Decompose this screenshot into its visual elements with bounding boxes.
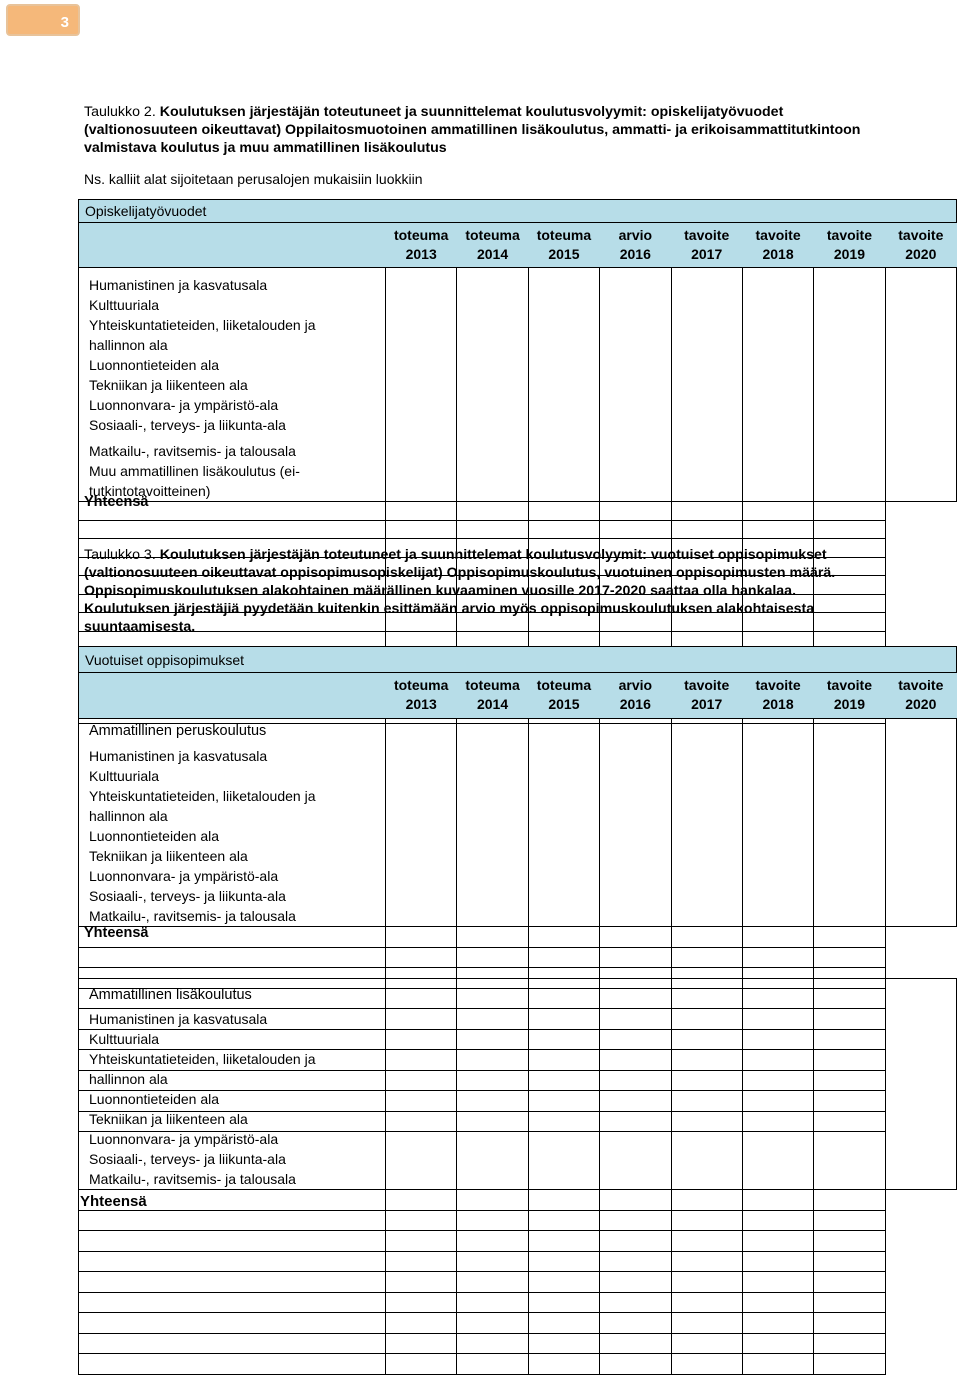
column-year-label: 2013 [405, 696, 437, 712]
table3-section1-heading: Ammatillinen peruskoulutus [89, 723, 267, 739]
table-cell[interactable] [528, 1231, 599, 1252]
table-cell[interactable] [600, 719, 671, 927]
column-header-0 [386, 673, 457, 719]
table-cell[interactable] [742, 1313, 813, 1334]
table-cell[interactable] [528, 1190, 599, 1211]
column-year-label: 2016 [619, 246, 651, 262]
table-cell[interactable] [671, 1231, 742, 1252]
column-type-label: tavoite [684, 677, 730, 693]
table-cell[interactable] [600, 1210, 671, 1231]
column-year-label: 2017 [691, 246, 723, 262]
table-cell[interactable] [671, 502, 742, 521]
category-label: Luonnonvara- ja ympäristö-ala [89, 1131, 279, 1147]
table-cell[interactable] [814, 1333, 885, 1354]
table-cell[interactable] [457, 947, 528, 968]
column-header-1 [457, 673, 528, 719]
table-cell[interactable] [457, 1210, 528, 1231]
table-cell[interactable] [386, 520, 457, 539]
column-header-5 [742, 223, 813, 268]
table-cell[interactable] [528, 1313, 599, 1334]
table-cell[interactable] [814, 520, 885, 539]
table-cell[interactable] [386, 1251, 457, 1272]
column-type-label: toteuma [393, 677, 449, 693]
column-header-2 [528, 223, 599, 268]
table-cell[interactable] [528, 979, 599, 1190]
table-row [79, 268, 957, 502]
table2-header-row [79, 223, 957, 268]
category-label: Yhteiskuntatieteiden, liiketalouden ja hallinnon ala [89, 1051, 316, 1087]
table-cell[interactable] [528, 1354, 599, 1375]
table-cell[interactable] [79, 1354, 386, 1375]
table-cell[interactable] [600, 1251, 671, 1272]
table-cell[interactable] [457, 1231, 528, 1252]
table-cell[interactable] [600, 502, 671, 521]
table-cell[interactable] [814, 268, 885, 502]
table-cell[interactable] [386, 1313, 457, 1334]
column-header-7 [885, 673, 956, 719]
column-header-4 [671, 673, 742, 719]
column-type-label: tavoite [684, 227, 730, 243]
table-cell[interactable] [671, 1190, 742, 1211]
table-cell[interactable] [671, 268, 742, 502]
table-cell[interactable] [528, 268, 599, 502]
column-header-0 [386, 223, 457, 268]
table3-section2-categories [79, 979, 386, 1190]
table-cell[interactable] [79, 1231, 386, 1252]
column-header-2 [528, 673, 599, 719]
table-cell[interactable] [742, 1354, 813, 1375]
table-cell[interactable] [742, 1292, 813, 1313]
table-cell[interactable] [79, 520, 386, 539]
table-cell[interactable] [742, 1251, 813, 1272]
column-type-label: toteuma [536, 677, 592, 693]
table-cell[interactable] [79, 1272, 386, 1293]
table2-categories [79, 268, 386, 502]
column-year-label: 2020 [905, 696, 937, 712]
table-cell[interactable] [671, 1251, 742, 1272]
table3-section2 [78, 978, 957, 1375]
column-year-label: 2015 [548, 246, 580, 262]
category-label: Luonnontieteiden ala [89, 1091, 220, 1107]
table-cell[interactable] [671, 719, 742, 927]
table3-section2-total-label: Yhteensä [80, 1193, 147, 1210]
column-header-6 [814, 673, 885, 719]
table-row [79, 1231, 957, 1252]
table-cell[interactable] [386, 1333, 457, 1354]
table-cell[interactable] [814, 719, 885, 927]
table-cell[interactable] [742, 1272, 813, 1293]
table-cell[interactable] [386, 268, 457, 502]
table-cell[interactable] [528, 1210, 599, 1231]
table-cell[interactable] [814, 1354, 885, 1375]
table-cell[interactable] [671, 1292, 742, 1313]
category-label: Sosiaali-, terveys- ja liikunta-ala [89, 1151, 286, 1167]
table-cell[interactable] [386, 1231, 457, 1252]
table-cell[interactable] [742, 1210, 813, 1231]
table-cell[interactable] [600, 979, 671, 1190]
column-header-3 [600, 673, 671, 719]
table-cell[interactable] [386, 927, 457, 948]
table-cell[interactable] [79, 1333, 386, 1354]
column-type-label: toteuma [393, 227, 449, 243]
table-cell[interactable] [528, 1292, 599, 1313]
table3-caption-line: suuntaamisesta. [84, 619, 196, 635]
table-cell[interactable] [386, 1354, 457, 1375]
category-label: Tekniikan ja liikenteen ala [89, 848, 248, 864]
table-cell[interactable] [600, 520, 671, 539]
table2-note: Ns. kalliit alat sijoitetaan perusalojen mukaisiin luokkiin [84, 171, 423, 187]
table3-section1-categories [79, 719, 386, 927]
column-type-label: toteuma [465, 677, 520, 693]
column-type-label: toteuma [465, 227, 520, 243]
column-type-label: tavoite [898, 227, 944, 243]
table-row [79, 719, 957, 927]
column-type-label: arvio [618, 227, 653, 243]
column-type-label: tavoite [755, 677, 801, 693]
table-cell[interactable] [528, 1272, 599, 1293]
table-cell[interactable] [600, 1231, 671, 1252]
table-row [79, 947, 957, 968]
column-year-label: 2015 [548, 696, 580, 712]
table-cell[interactable] [671, 1354, 742, 1375]
table-cell[interactable] [457, 502, 528, 521]
table-cell[interactable] [742, 520, 813, 539]
table2-caption [84, 103, 944, 157]
table3-caption-line: Koulutuksen järjestäjiä pyydetään kuitenkin esittämään arvio myös oppisopimuskoulutuksen alakohtaisesta [84, 601, 815, 617]
table-cell[interactable] [386, 947, 457, 968]
column-header-6 [814, 223, 885, 268]
category-label: Muu ammatillinen lisäkoulutus (ei-tutkintotavoitteinen) [89, 463, 300, 499]
table-cell[interactable] [457, 520, 528, 539]
table-cell[interactable] [742, 502, 813, 521]
table-row [79, 927, 957, 948]
table-row [79, 1292, 957, 1313]
table-cell[interactable] [528, 502, 599, 521]
table-cell[interactable] [671, 520, 742, 539]
table-cell[interactable] [885, 979, 956, 1190]
category-label: Sosiaali-, terveys- ja liikunta-ala [89, 417, 286, 433]
page-number-badge: 3 [6, 4, 80, 36]
table3-section2-heading: Ammatillinen lisäkoulutus [89, 987, 252, 1003]
table2-title: Opiskelijatyövuodet [79, 200, 957, 223]
column-year-label: 2016 [619, 696, 651, 712]
table2-total-label: Yhteensä [84, 494, 149, 510]
table2-caption-line: valmistava koulutus ja muu ammatillinen lisäkoulutus [84, 140, 447, 156]
table-cell[interactable] [528, 1333, 599, 1354]
table-row [79, 1190, 957, 1211]
category-label: Yhteiskuntatieteiden, liiketalouden ja hallinnon ala [89, 317, 316, 353]
category-label: Kulttuuriala [89, 297, 160, 313]
table-cell[interactable] [814, 979, 885, 1190]
table-cell[interactable] [814, 947, 885, 968]
table-row [79, 979, 957, 1190]
table2-caption-line: (valtionosuuteen oikeuttavat) Oppilaitosmuotoinen ammatillinen lisäkoulutus, ammatti- ja erikoisammattitutkintoon [84, 122, 861, 138]
column-type-label: toteuma [536, 227, 592, 243]
table-cell[interactable] [386, 1190, 457, 1211]
table-cell[interactable] [742, 1231, 813, 1252]
category-label: Kulttuuriala [89, 768, 160, 784]
table-cell[interactable] [814, 1190, 885, 1211]
table-cell[interactable] [528, 927, 599, 948]
table-row [79, 1272, 957, 1293]
column-type-label: tavoite [755, 227, 801, 243]
table2-caption-line: Koulutuksen järjestäjän toteutuneet ja suunnittelemat koulutusvolyymit: opiskelijatyövuodet [159, 104, 784, 120]
table-cell[interactable] [528, 947, 599, 968]
column-header-5 [742, 673, 813, 719]
column-year-label: 2014 [476, 696, 509, 712]
table3-caption [84, 546, 944, 636]
category-label: Luonnontieteiden ala [89, 357, 220, 373]
table-cell[interactable] [79, 1292, 386, 1313]
column-year-label: 2019 [833, 696, 866, 712]
table-cell[interactable] [79, 1251, 386, 1272]
table-row [79, 502, 957, 521]
table-cell[interactable] [386, 1292, 457, 1313]
table-cell[interactable] [79, 1210, 386, 1231]
column-header-1 [457, 223, 528, 268]
table-cell[interactable] [814, 502, 885, 521]
table-cell[interactable] [671, 1210, 742, 1231]
table-cell[interactable] [457, 979, 528, 1190]
table3-caption-label: Taulukko 3. [84, 547, 156, 563]
table-cell[interactable] [457, 1333, 528, 1354]
table-cell[interactable] [600, 927, 671, 948]
table-cell[interactable] [814, 1272, 885, 1293]
table-cell[interactable] [814, 1251, 885, 1272]
category-label: Luonnontieteiden ala [89, 828, 220, 844]
column-year-label: 2019 [833, 246, 866, 262]
table-row [79, 1354, 957, 1375]
table-cell[interactable] [885, 719, 956, 927]
table-cell[interactable] [528, 1251, 599, 1272]
table-cell[interactable] [814, 1210, 885, 1231]
table-cell[interactable] [814, 927, 885, 948]
table-cell[interactable] [671, 1333, 742, 1354]
table-cell[interactable] [671, 1272, 742, 1293]
table-cell[interactable] [457, 268, 528, 502]
table-cell[interactable] [600, 1272, 671, 1293]
table-cell[interactable] [742, 1190, 813, 1211]
column-type-label: tavoite [826, 227, 872, 243]
category-label: Tekniikan ja liikenteen ala [89, 377, 248, 393]
table3-caption-line: Koulutuksen järjestäjän toteutuneet ja suunnittelemat koulutusvolyymit: vuotuiset oppisopimukset [159, 547, 827, 563]
category-label: Luonnonvara- ja ympäristö-ala [89, 868, 279, 884]
table-cell[interactable] [742, 927, 813, 948]
table-cell[interactable] [386, 979, 457, 1190]
table-cell[interactable] [386, 1272, 457, 1293]
column-year-label: 2017 [691, 696, 723, 712]
table-cell[interactable] [457, 1292, 528, 1313]
table3-section1-total-label: Yhteensä [84, 925, 149, 941]
category-label: Sosiaali-, terveys- ja liikunta-ala [89, 888, 286, 904]
category-label: Humanistinen ja kasvatusala [89, 1011, 268, 1027]
table-cell[interactable] [742, 719, 813, 927]
table-row [79, 1313, 957, 1334]
table-cell[interactable] [742, 979, 813, 1190]
table-cell[interactable] [600, 1313, 671, 1334]
table3-caption-line: (valtionosuuteen oikeuttavat oppisopimusopiskelijat) Oppisopimuskoulutus, vuotuinen oppisopimusten määrä. [84, 565, 836, 581]
table-cell[interactable] [814, 1292, 885, 1313]
table-cell[interactable] [386, 719, 457, 927]
table-cell[interactable] [814, 1313, 885, 1334]
table-cell[interactable] [671, 927, 742, 948]
table-cell[interactable] [386, 502, 457, 521]
category-label: Luonnonvara- ja ympäristö-ala [89, 397, 279, 413]
table-cell[interactable] [742, 947, 813, 968]
table2-caption-label: Taulukko 2. [84, 104, 156, 120]
table3-caption-line: Oppisopimuskoulutuksen alakohtainen määrällinen kuvaaminen vuosille 2017-2020 saattaa olla hankalaa. [84, 583, 797, 599]
category-label: Matkailu-, ravitsemis- ja talousala [89, 908, 296, 924]
table-cell[interactable] [457, 1190, 528, 1211]
table3-header-row [79, 673, 957, 719]
table-cell[interactable] [457, 927, 528, 948]
column-type-label: tavoite [898, 677, 944, 693]
category-label: Matkailu-, ravitsemis- ja talousala [89, 443, 296, 459]
table-row [79, 1251, 957, 1272]
table-cell[interactable] [600, 947, 671, 968]
table-cell[interactable] [600, 268, 671, 502]
table-cell[interactable] [671, 1313, 742, 1334]
table-row [79, 1333, 957, 1354]
table-cell[interactable] [457, 1354, 528, 1375]
table-cell[interactable] [600, 1292, 671, 1313]
column-year-label: 2014 [476, 246, 509, 262]
table-row [79, 1210, 957, 1231]
table-cell[interactable] [386, 1210, 457, 1231]
column-year-label: 2018 [762, 246, 794, 262]
table3-title: Vuotuiset oppisopimukset [79, 647, 957, 673]
table-cell[interactable] [671, 979, 742, 1190]
column-type-label: tavoite [826, 677, 872, 693]
table-cell[interactable] [671, 947, 742, 968]
table-cell[interactable] [814, 1231, 885, 1252]
column-header-4 [671, 223, 742, 268]
table-cell[interactable] [528, 719, 599, 927]
category-label: Humanistinen ja kasvatusala [89, 748, 268, 764]
category-label: Tekniikan ja liikenteen ala [89, 1111, 248, 1127]
table-row [79, 520, 957, 539]
table-cell[interactable] [457, 719, 528, 927]
table-cell[interactable] [885, 268, 956, 502]
table-cell[interactable] [600, 1333, 671, 1354]
column-type-label: arvio [618, 677, 653, 693]
column-year-label: 2020 [905, 246, 937, 262]
table-cell[interactable] [79, 1313, 386, 1334]
column-header-3 [600, 223, 671, 268]
category-label: Humanistinen ja kasvatusala [89, 277, 268, 293]
column-year-label: 2018 [762, 696, 794, 712]
column-year-label: 2013 [405, 246, 437, 262]
table-cell[interactable] [457, 1313, 528, 1334]
table-cell[interactable] [742, 268, 813, 502]
table-cell[interactable] [528, 520, 599, 539]
table-cell[interactable] [457, 1272, 528, 1293]
table-cell[interactable] [600, 1354, 671, 1375]
table-cell[interactable] [742, 1333, 813, 1354]
table-cell[interactable] [79, 947, 386, 968]
category-label: Matkailu-, ravitsemis- ja talousala [89, 1171, 296, 1187]
category-label: Yhteiskuntatieteiden, liiketalouden ja hallinnon ala [89, 788, 316, 824]
column-header-7 [885, 223, 956, 268]
table-cell[interactable] [600, 1190, 671, 1211]
category-label: Kulttuuriala [89, 1031, 160, 1047]
table-cell[interactable] [457, 1251, 528, 1272]
